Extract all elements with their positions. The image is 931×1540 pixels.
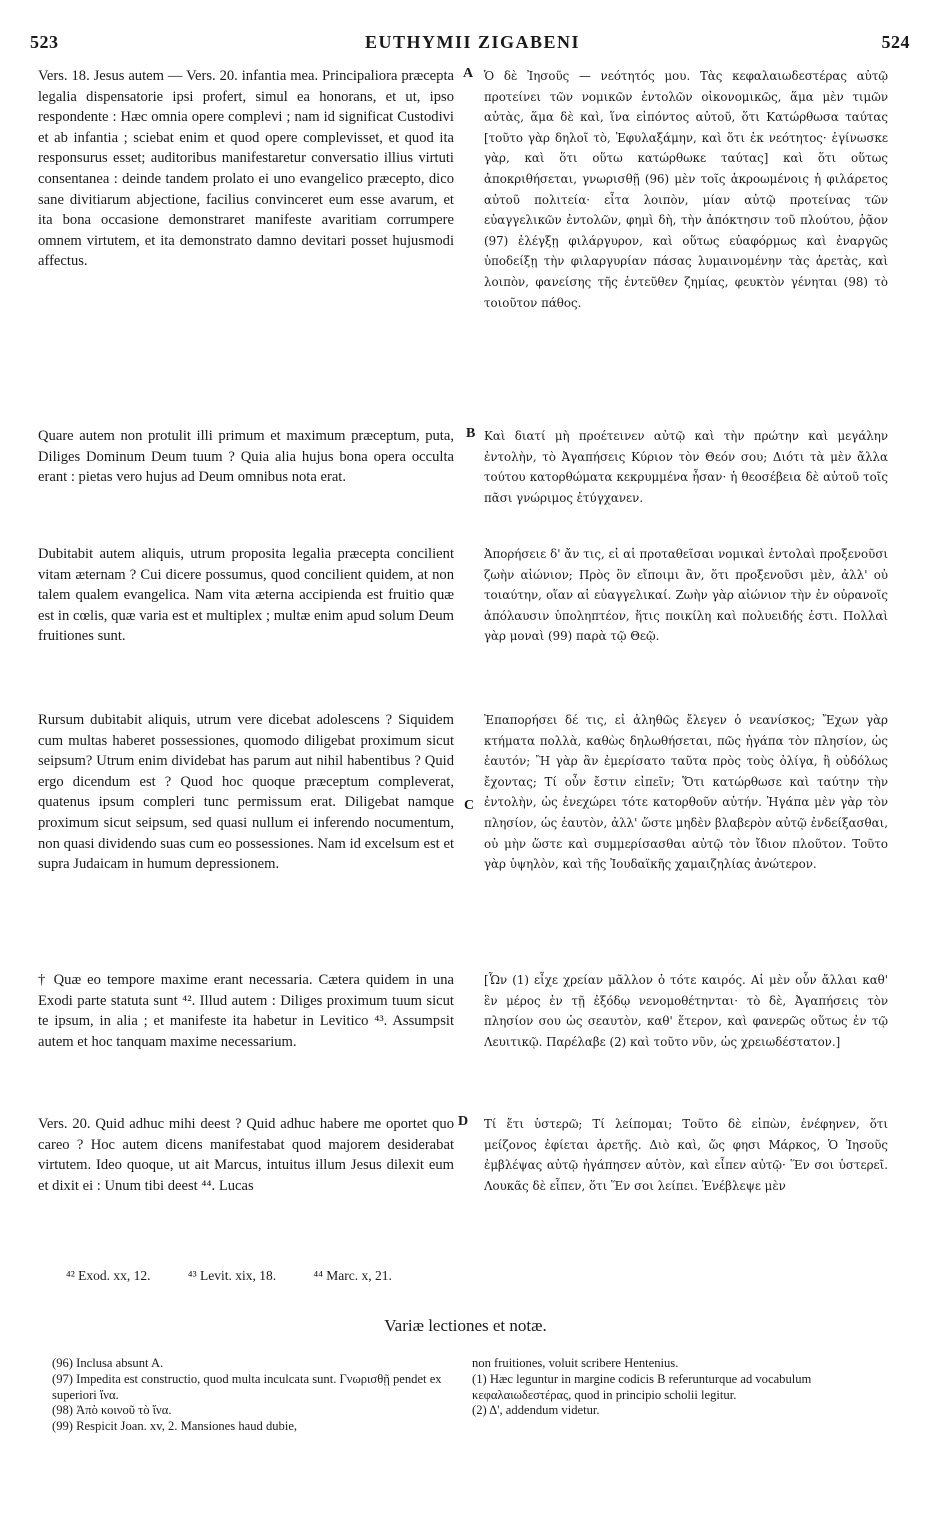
greek-paragraph-2: Καὶ διατί μὴ προέτεινεν αὐτῷ καὶ τὴν πρώτην καὶ μεγάλην ἐντολὴν, τὸ Ἀγαπήσεις Κύριον τὸν Θεόν σου; Διότι τὰ μὲν ἄλλα τούτου κατορθώματα κεκρυμμένα ἦσαν· ἡ θεοσέβεια δὲ αὐτοῦ τοῖς πᾶσι γνώριμος ἐτύγχανεν. <box>484 429 888 505</box>
section-marker-a: A <box>463 66 474 81</box>
latin-paragraph-1: Vers. 18. Jesus autem — Vers. 20. infantia mea. Principaliora præcepta legalia dispensatorie ipsi profert, simul ea honorans, et ut, ipso respondente : Hæc omnia opere complevi ; nam id significat Custodivi et ab infantia ; sciebat enim et quod opere complevisset, et quod ita responsurus esset; auditoribus manifestaretur conversatio illius virtuti consentanea : deinde tandem prolato ei uno evangelico præcepto, dico sane divitiarum abjectione, facilius convinceret eum esse avarum, et ita bona occasione demonstraret manifeste avaritiam corrumpere omnem virtutem, et ita demonstrato damno devitari posset hujusmodi affectus. <box>38 68 454 270</box>
left-page-number: 523 <box>30 32 59 52</box>
greek-paragraph-1: Ὁ δὲ Ἰησοῦς — νεότητός μου. Τὰς κεφαλαιωδεστέρας αὐτῷ προτείνει τῶν νομικῶν ἐντολῶν οἰκονομικῶς, ἅμα μὲν τιμῶν αὐτὰς, ἅμα δὲ καὶ, ἵνα εἰπόντος αὐτοῦ, ὅτι Κατώρθωσα ταύτας [τοῦτο γὰρ δηλοῖ τὸ, Ἐφυλαξάμην, καὶ ὅτι ἐκ νεότητος· ἐγίνωσκε γὰρ, καὶ ὅτι οὕτω κατώρθωκε ταύτας] καὶ ὅτι οὕτως ἀποκριθήσεται, γνωρισθῇ (96) μὲν τοῖς ἀκροωμένοις ἡ φιλάρετος αὐτοῦ πολιτεία· εἶτα λοιπὸν, μίαν αὐτῷ προτείνας τῶν εὐαγγελικῶν ἐντολῶν, φημὶ δὴ, τὴν ἀπόκτησιν τοῦ πλούτου, ῥᾷον (97) ἐλέγξῃ φιλάργυρον, καὶ οὕτως εὐαφόρμως καὶ ἐναργῶς ὑποδείξῃ τὴν φιλαργυρίαν πάσας λυμαινομένην τὰς ἀρετὰς, καὶ λοιπὸν, φανείσης τῆς ἐντεῦθεν ζημίας, φευκτὸν γένηται (98) τὸ τοιοῦτον πάθος. <box>484 69 888 310</box>
section-marker-b: B <box>466 426 476 441</box>
note-99-continued: non fruitiones, voluit scribere Hentenius. <box>472 1356 679 1370</box>
greek-paragraph-6: Τί ἔτι ὑστερῶ; Τί λείπομαι; Τοῦτο δὲ εἰπὼν, ἐνέφηνεν, ὅτι μείζονος ἐφίεται ἀρετῆς. Διὸ καὶ, ὥς φησι Μάρκος, Ὁ Ἰησοῦς ἐμβλέψας αὐτῷ ἠγάπησεν αὐτὸν, καὶ εἶπεν αὐτῷ· Ἕν σοι ὑστερεῖ. Λουκᾶς δὲ εἶπεν, ὅτι Ἕν σοι λείπει. Ἐνέβλεψε μὲν <box>484 1117 888 1193</box>
footnote-43: ⁴³ Levit. xix, 18. <box>187 1268 277 1283</box>
running-title: EUTHYMII ZIGABENI <box>365 32 581 52</box>
notes-left-column <box>52 1356 460 1435</box>
footnote-42: ⁴² Exod. xx, 12. <box>66 1268 151 1283</box>
note-99: (99) Respicit Joan. xv, 2. Mansiones haud dubie, <box>52 1419 298 1434</box>
footnotes <box>66 1268 426 1284</box>
greek-paragraph-5: [Ὧν (1) εἶχε χρείαν μᾶλλον ὁ τότε καιρός. Αἱ μὲν οὖν ἄλλαι καθ' ἓν μέρος ἐν τῇ ἐξόδῳ νενομοθέτηνται· τὸ δὲ, Ἀγαπήσεις τὸν πλησίον σου ὡς σεαυτὸν, καθ' ἕτερον, καὶ φανερῶς οὕτως ἐν τῷ Λευιτικῷ. Παρέλαβε (2) καὶ τοῦτο νῦν, ὡς χρειωδέστατον.] <box>484 973 888 1049</box>
notes-right-column <box>472 1356 888 1419</box>
latin-paragraph-2: Quare autem non protulit illi primum et maximum præceptum, puta, Diliges Dominum Deum tuum ? Quia alia hujus bona opera occulta erant : pietas vero hujus ad Deum omnibus nota erat. <box>38 428 454 486</box>
section-marker-c: C <box>464 798 475 813</box>
section-marker-d: D <box>458 1114 469 1129</box>
right-page-number: 524 <box>881 32 910 52</box>
greek-paragraph-4: Ἐπαπορήσει δέ τις, εἰ ἀληθῶς ἔλεγεν ὁ νεανίσκος; Ἔχων γὰρ κτήματα πολλὰ, καθὼς δηλωθήσεται, πῶς ἠγάπα τὸν πλησίον, ὡς ἑαυτόν; Ἢ γὰρ ἂν ἐμερίσατο ταῦτα πρὸς τοὺς ὀλίγα, ἢ οὐδόλως ἔχοντας; Τί οὖν ἔστιν εἰπεῖν; Ὅτι κατώρθωσε καὶ ταύτην τὴν ἐντολὴν, ὡς ἐνεχώρει τότε κατορθοῦν αὐτήν. Ἠγάπα μὲν γὰρ τὸν πλησίον, ὡς ἑαυτὸν, ἀλλ' ὥστε μηδὲν βλαβερὸν αὐτῷ ἐνδείξασθαι, οὐ μὴν ὥστε καὶ συμμερίσασθαι αὐτῷ τὸν ἴδιον πλοῦτον. Τοῦτο γὰρ ὑψηλὸν, καὶ τῆς Ἰουδαϊκῆς χαμαιζηλίας ἀνώτερον. <box>484 713 888 872</box>
greek-paragraph-3: Ἀπορήσειε δ' ἄν τις, εἰ αἱ προταθεῖσαι νομικαὶ ἐντολαὶ προξενοῦσι ζωὴν αἰώνιον; Πρὸς ὃν εἴποιμι ἂν, ὅτι προξενοῦσι μὲν, ἀλλ' οὐ τοιαύτην, οἵαν αἱ εὐαγγελικαί. Ζωὴν γὰρ αἰώνιον τὴν ἐν οὐρανοῖς ἀπόλαυσιν ὑποληπτέον, ἥτις ποικίλη καὶ πολυειδής ἐστι. Πολλαὶ γὰρ μοναὶ (99) παρὰ τῷ Θεῷ. <box>484 547 888 644</box>
latin-paragraph-3: Dubitabit autem aliquis, utrum proposita legalia præcepta concilient vitam æternam ? Cui dicere possumus, quod concilient quidem, at non talem qualem evangelica. Nam vita æterna accipienda est fruitio quæ est in cœlis, quæ varia est et multiplex ; multæ enim apud solum Deum fruitiones sunt. <box>38 546 454 645</box>
latin-paragraph-5: † Quæ eo tempore maxime erant necessaria. Cætera quidem in una Exodi parte statuta sunt ⁴². Illud autem : Diliges proximum tuum sicut te ipsum, in alia ; et manifeste ita habetur in Levitico ⁴³. Assumpsit autem et hoc tanquam maxime necessarium. <box>38 972 454 1050</box>
note-2: (2) Δ', addendum videtur. <box>472 1403 600 1418</box>
latin-paragraph-4: Rursum dubitabit aliquis, utrum vere dicebat adolescens ? Siquidem cum multas haberet possessiones, quomodo diligebat proximum sicut seipsum? Utrum enim dividebat has parum aut nihil habentibus ? Quid ergo dicendum est ? Quod hoc quoque præceptum compleverat, quatenus ipsum compleri tunc permissum erat. Diligebat namque proximum sicut seipsum, sed quasi nullum ei inferendo nocumentum, non quasi dividendo suas cum eo possessiones. Nam id excelsum est et supra Judaicam in humum depressionem. <box>38 712 454 873</box>
page-header <box>30 32 910 58</box>
note-96: (96) Inclusa absunt A. <box>52 1356 164 1370</box>
footnote-44: ⁴⁴ Marc. x, 21. <box>313 1268 392 1283</box>
note-1: (1) Hæc leguntur in margine codicis B referunturque ad vocabulum κεφαλαιωδεστέρας, quod in principio scholii legitur. <box>472 1371 812 1402</box>
latin-paragraph-6: Vers. 20. Quid adhuc mihi deest ? Quid adhuc habere me oportet quo careo ? Hoc autem dicens manifestabat quod majorem desiderabat virtutem. Ideo quoque, ut ait Marcus, intuitus illum Jesus dilexit eum et dixit ei : Unum tibi deest ⁴⁴. Lucas <box>38 1116 454 1194</box>
variae-lectiones-title: Variæ lectiones et notæ. <box>384 1316 547 1335</box>
note-98: (98) Ἀπὸ κοινοῦ τὸ ἵνα. <box>52 1403 172 1418</box>
note-97: (97) Impedita est constructio, quod multa inculcata sunt. Γνωρισθῇ pendet ex superiori ἵνα. <box>52 1371 442 1402</box>
